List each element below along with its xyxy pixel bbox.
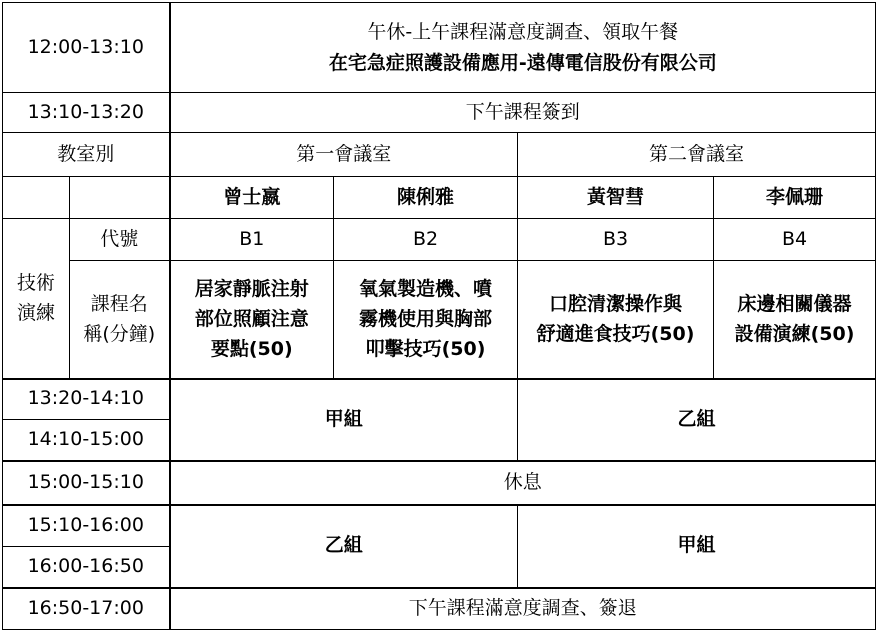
course-line: 床邊相關儀器 xyxy=(737,292,852,315)
row-rooms xyxy=(3,133,876,177)
group-cell: 乙組 xyxy=(170,505,518,588)
group-cell: 甲組 xyxy=(170,379,518,461)
group-cell: 乙組 xyxy=(518,379,876,461)
course-label-line-2: 稱(分鐘) xyxy=(83,323,156,346)
room-label-cell: 教室別 xyxy=(3,133,170,177)
time-cell: 15:00-15:10 xyxy=(3,461,170,505)
time-cell: 16:00-16:50 xyxy=(3,547,170,588)
code-cell: B3 xyxy=(518,219,714,261)
row-session1-a xyxy=(3,379,876,420)
course-line: 口腔清潔操作與 xyxy=(548,292,682,315)
course-line: 氧氣製造機、噴 xyxy=(358,277,492,300)
time-cell: 14:10-15:00 xyxy=(3,420,170,461)
course-label-cell xyxy=(70,261,170,379)
practice-label-cell xyxy=(3,219,70,379)
practice-label-line-2: 演練 xyxy=(16,302,55,325)
course-label-line-1: 課程名 xyxy=(90,292,148,315)
time-cell: 15:10-16:00 xyxy=(3,505,170,547)
lunch-line-1: 午休-上午課程滿意度調查、領取午餐 xyxy=(367,21,679,44)
course-line: 霧機使用與胸部 xyxy=(358,308,492,331)
row-instructors xyxy=(3,177,876,219)
course-line: 舒適進食技巧(50) xyxy=(536,323,695,346)
time-cell: 12:00-13:10 xyxy=(3,3,170,93)
course-cell xyxy=(714,261,876,379)
course-cell xyxy=(170,261,334,379)
instructor-cell: 陳俐雅 xyxy=(334,177,518,219)
time-cell: 16:50-17:00 xyxy=(3,588,170,630)
closing-cell: 下午課程滿意度調查、簽退 xyxy=(170,588,876,630)
row-break xyxy=(3,461,876,505)
course-cell xyxy=(518,261,714,379)
break-cell: 休息 xyxy=(170,461,876,505)
row-signin xyxy=(3,93,876,133)
lunch-line-2: 在宅急症照護設備應用-遠傳電信股份有限公司 xyxy=(328,51,717,74)
course-line: 叩擊技巧(50) xyxy=(365,338,486,361)
practice-label-line-1: 技術 xyxy=(16,271,55,294)
instructor-cell: 曾士嬴 xyxy=(170,177,334,219)
code-cell: B4 xyxy=(714,219,876,261)
room1-cell: 第一會議室 xyxy=(170,133,518,177)
room2-cell: 第二會議室 xyxy=(518,133,876,177)
signin-cell: 下午課程簽到 xyxy=(170,93,876,133)
course-line: 設備演練(50) xyxy=(734,323,855,346)
code-cell: B2 xyxy=(334,219,518,261)
time-cell: 13:10-13:20 xyxy=(3,93,170,133)
instructor-cell: 黃智彗 xyxy=(518,177,714,219)
course-line: 部位照顧注意 xyxy=(194,308,309,331)
schedule-table xyxy=(2,2,876,630)
row-session2-a xyxy=(3,505,876,547)
course-line: 居家靜脈注射 xyxy=(194,277,309,300)
row-courses xyxy=(3,261,876,379)
row-closing xyxy=(3,588,876,630)
group-cell: 甲組 xyxy=(518,505,876,588)
code-cell: B1 xyxy=(170,219,334,261)
row-codes xyxy=(3,219,876,261)
code-label-cell: 代號 xyxy=(70,219,170,261)
instructor-cell: 李佩珊 xyxy=(714,177,876,219)
lunch-activity-cell xyxy=(170,3,876,93)
empty-cell xyxy=(70,177,170,219)
time-cell: 13:20-14:10 xyxy=(3,379,170,420)
course-cell xyxy=(334,261,518,379)
empty-cell xyxy=(3,177,70,219)
course-line: 要點(50) xyxy=(210,338,293,361)
row-lunch xyxy=(3,3,876,93)
